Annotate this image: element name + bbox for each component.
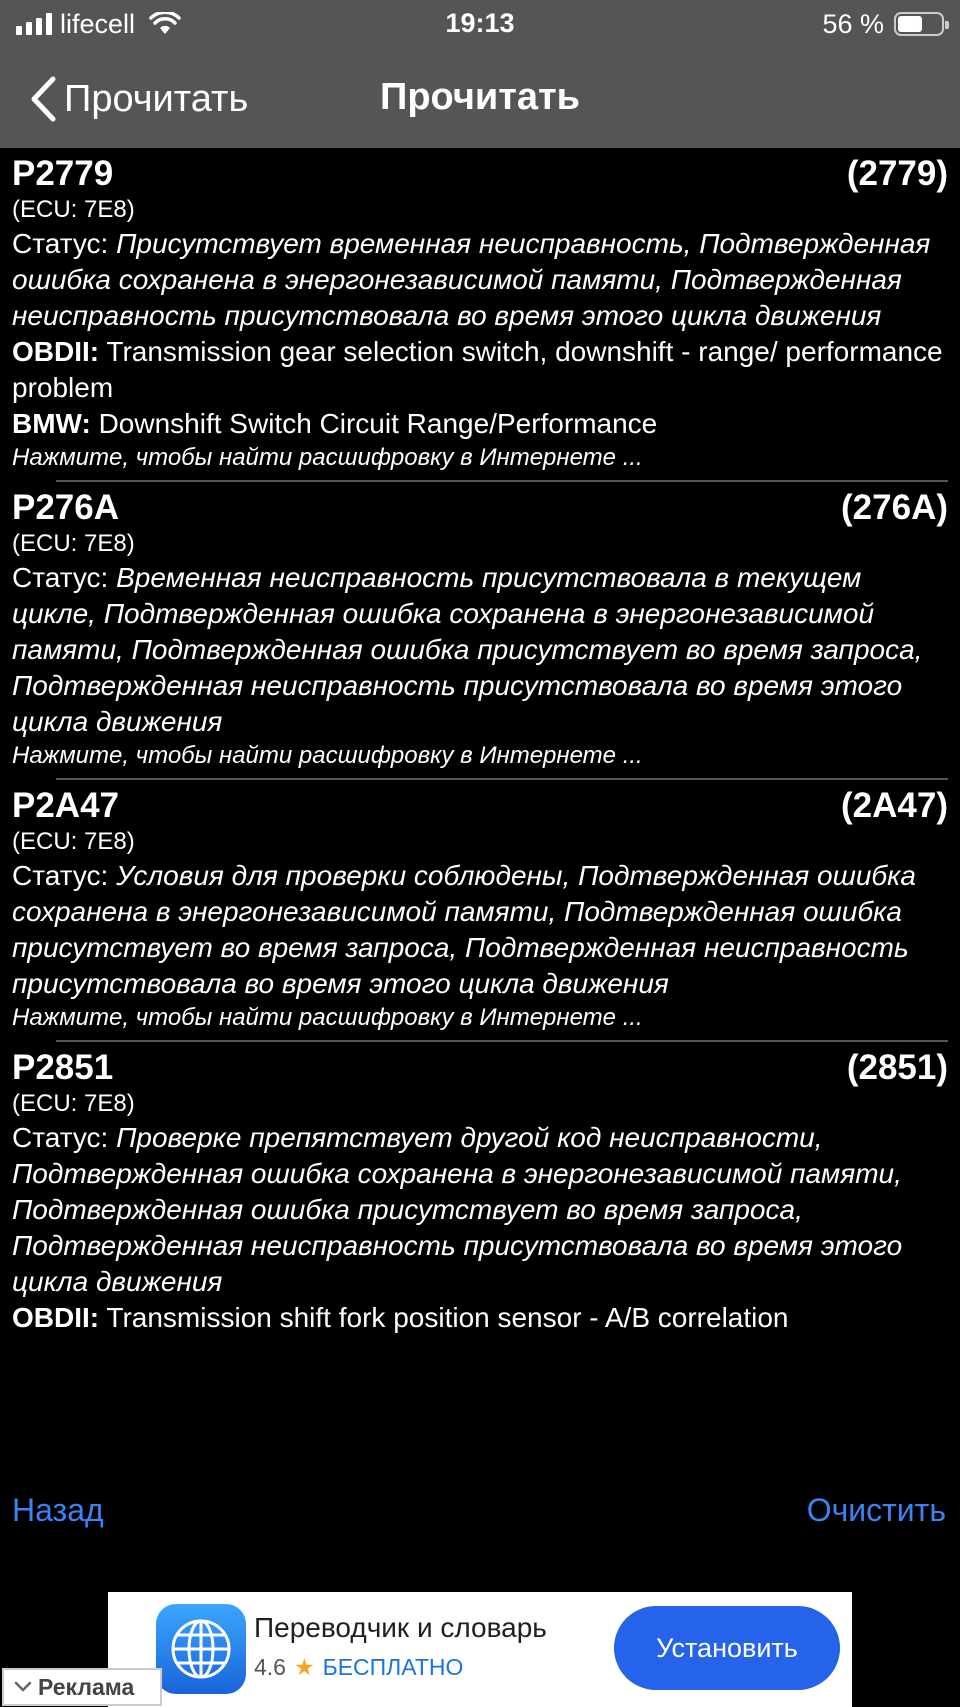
dtc-obd (12, 334, 948, 406)
ad-choices-label[interactable] (2, 1668, 162, 1706)
battery-percent: 56 % (822, 8, 884, 39)
dtc-list[interactable] (0, 148, 960, 1430)
dtc-item[interactable] (0, 1042, 960, 1336)
battery-fill (898, 16, 922, 32)
obd-label: OBDII: (12, 1302, 100, 1333)
status-text: Проверке препятствует другой код неисправности, Подтвержденная ошибка сохранена в энергонезависимой памяти, Подтвержденная ошибка присутствует во время запроса, Подтвержденная неисправность присутствовала во время этого цикла движения (12, 1122, 903, 1297)
dtc-hex: (276A) (841, 488, 948, 527)
ad-rating (254, 1654, 463, 1681)
bmw-label: BMW: (12, 408, 91, 439)
dtc-code: P2779 (12, 154, 114, 193)
globe-icon (156, 1604, 246, 1694)
status-text: Присутствует временная неисправность, Подтвержденная ошибка сохранена в энергонезависимой памяти, Подтвержденная неисправность присутствовала во время этого цикла движения (12, 228, 931, 331)
dtc-status (12, 1120, 948, 1300)
dtc-status (12, 560, 948, 740)
search-online-link[interactable]: Нажмите, чтобы найти расшифровку в Интернете ... (12, 742, 643, 769)
dtc-bmw (12, 406, 948, 442)
status-text: Условия для проверки соблюдены, Подтвержденная ошибка сохранена в энергонезависимой памяти, Подтвержденная ошибка присутствует во время запроса, Подтвержденная неисправность присутствовала во время этого цикла движения (12, 860, 916, 999)
ad-title: Переводчик и словарь (254, 1612, 547, 1643)
ad-banner[interactable] (108, 1592, 852, 1707)
page-title: Прочитать (380, 76, 580, 118)
search-online-link[interactable]: Нажмите, чтобы найти расшифровку в Интернете ... (12, 1004, 643, 1031)
dtc-item[interactable] (0, 780, 960, 1040)
bmw-text: Downshift Switch Circuit Range/Performance (98, 408, 658, 439)
chevron-down-icon (14, 1681, 32, 1693)
carrier-name: lifecell (60, 8, 136, 39)
nav-back-label: Прочитать (64, 77, 249, 120)
clear-button[interactable]: Очистить (806, 1492, 946, 1528)
status-label: Статус: (12, 228, 109, 259)
dtc-hex: (2779) (846, 154, 948, 193)
search-online-link[interactable]: Нажмите, чтобы найти расшифровку в Интернете ... (12, 444, 643, 471)
status-label: Статус: (12, 1122, 109, 1153)
dtc-code: P2851 (12, 1048, 114, 1087)
rating-value: 4.6 (254, 1654, 286, 1680)
dtc-item[interactable] (0, 148, 960, 480)
dtc-hex: (2851) (846, 1048, 948, 1087)
dtc-status (12, 226, 948, 334)
status-right (822, 8, 944, 40)
dtc-code: P2A47 (12, 786, 120, 825)
status-text: Временная неисправность присутствовала в текущем цикле, Подтвержденная ошибка сохранена в энергонезависимой памяти, Подтвержденная ошибка присутствует во время запроса, Подтвержденная неисправность присутствовала во время этого цикла движения (12, 562, 923, 737)
clock: 19:13 (445, 8, 515, 38)
back-button[interactable]: Назад (12, 1492, 104, 1528)
obd-label: OBDII: (12, 336, 100, 367)
status-label: Статус: (12, 860, 109, 891)
dtc-obd (12, 1300, 948, 1336)
obd-text: Transmission gear selection switch, downshift - range/ performance problem (12, 336, 943, 403)
dtc-ecu: (ECU: 7E8) (12, 1090, 135, 1117)
status-label: Статус: (12, 562, 109, 593)
install-button[interactable]: Установить (614, 1606, 840, 1690)
battery-icon (894, 12, 944, 36)
dtc-ecu: (ECU: 7E8) (12, 828, 135, 855)
dtc-ecu: (ECU: 7E8) (12, 530, 135, 557)
dtc-hex: (2A47) (841, 786, 948, 825)
obd-text: Transmission shift fork position sensor - A/B correlation (106, 1302, 789, 1333)
dtc-code: P276A (12, 488, 120, 527)
star-icon: ★ (293, 1654, 315, 1680)
navigation-bar (0, 50, 960, 148)
dtc-ecu: (ECU: 7E8) (12, 196, 135, 223)
dtc-status (12, 858, 948, 1002)
dtc-item[interactable] (0, 482, 960, 778)
ad-label-text: Реклама (38, 1673, 135, 1700)
status-bar (0, 0, 960, 50)
ad-price: БЕСПЛАТНО (322, 1654, 464, 1680)
